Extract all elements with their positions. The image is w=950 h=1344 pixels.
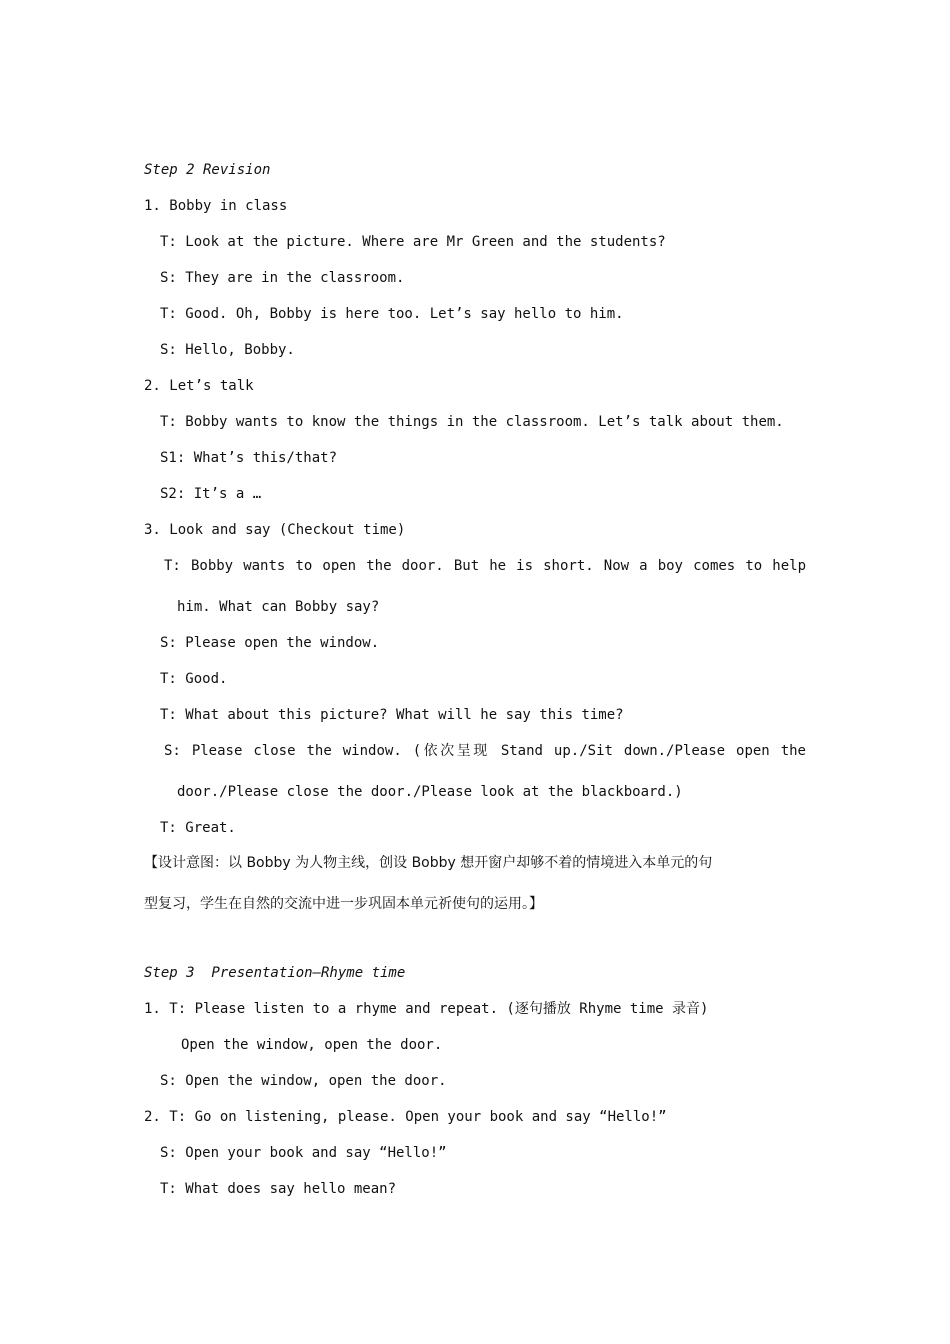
- dialogue-line: T: Good. Oh, Bobby is here too. Let’s say hello to him.: [160, 306, 624, 322]
- dialogue-line: 1. T: Please listen to a rhyme and repeat. (逐句播放 Rhyme time 录音): [144, 1001, 709, 1017]
- dialogue-line: S1: What’s this/that?: [160, 450, 338, 466]
- dialogue-line: T: Great.: [160, 820, 236, 836]
- dialogue-line: T: Bobby wants to know the things in the classroom. Let’s talk about them.: [160, 414, 784, 430]
- dialogue-line: S: Open your book and say “Hello!”: [160, 1145, 447, 1161]
- dialogue-line-continued: him. What can Bobby say?: [177, 599, 380, 615]
- dialogue-line: T: Good.: [160, 671, 228, 687]
- step2-heading: Step 2 Revision: [144, 162, 271, 178]
- section-look-and-say-title: 3. Look and say (Checkout time): [144, 522, 406, 538]
- dialogue-line: T: Bobby wants to open the door. But he is short. Now a boy comes to help: [164, 558, 806, 574]
- design-intent-note: 【设计意图：以 Bobby 为人物主线，创设 Bobby 想开窗户却够不着的情境进入本单元的句: [144, 855, 713, 871]
- dialogue-line: 2. T: Go on listening, please. Open your book and say “Hello!”: [144, 1109, 667, 1125]
- dialogue-line: S: They are in the classroom.: [160, 270, 405, 286]
- dialogue-line: S: Open the window, open the door.: [160, 1073, 447, 1089]
- dialogue-line-continued: door./Please close the door./Please look at the blackboard.): [177, 784, 683, 800]
- dialogue-line: S2: It’s a …: [160, 486, 262, 502]
- design-intent-note-continued: 型复习，学生在自然的交流中进一步巩固本单元祈使句的运用。】: [144, 896, 543, 912]
- rhyme-line: Open the window, open the door.: [181, 1037, 443, 1053]
- dialogue-line: S: Hello, Bobby.: [160, 342, 295, 358]
- section-lets-talk-title: 2. Let’s talk: [144, 378, 254, 394]
- dialogue-line: T: What about this picture? What will he say this time?: [160, 707, 624, 723]
- dialogue-line: S: Please close the window. (依次呈现 Stand up./Sit down./Please open the: [164, 743, 806, 759]
- dialogue-line: T: What does say hello mean?: [160, 1181, 397, 1197]
- section-bobby-in-class-title: 1. Bobby in class: [144, 198, 288, 214]
- dialogue-line: S: Please open the window.: [160, 635, 380, 651]
- dialogue-line: T: Look at the picture. Where are Mr Green and the students?: [160, 234, 666, 250]
- step3-heading: Step 3 Presentation—Rhyme time: [144, 965, 406, 981]
